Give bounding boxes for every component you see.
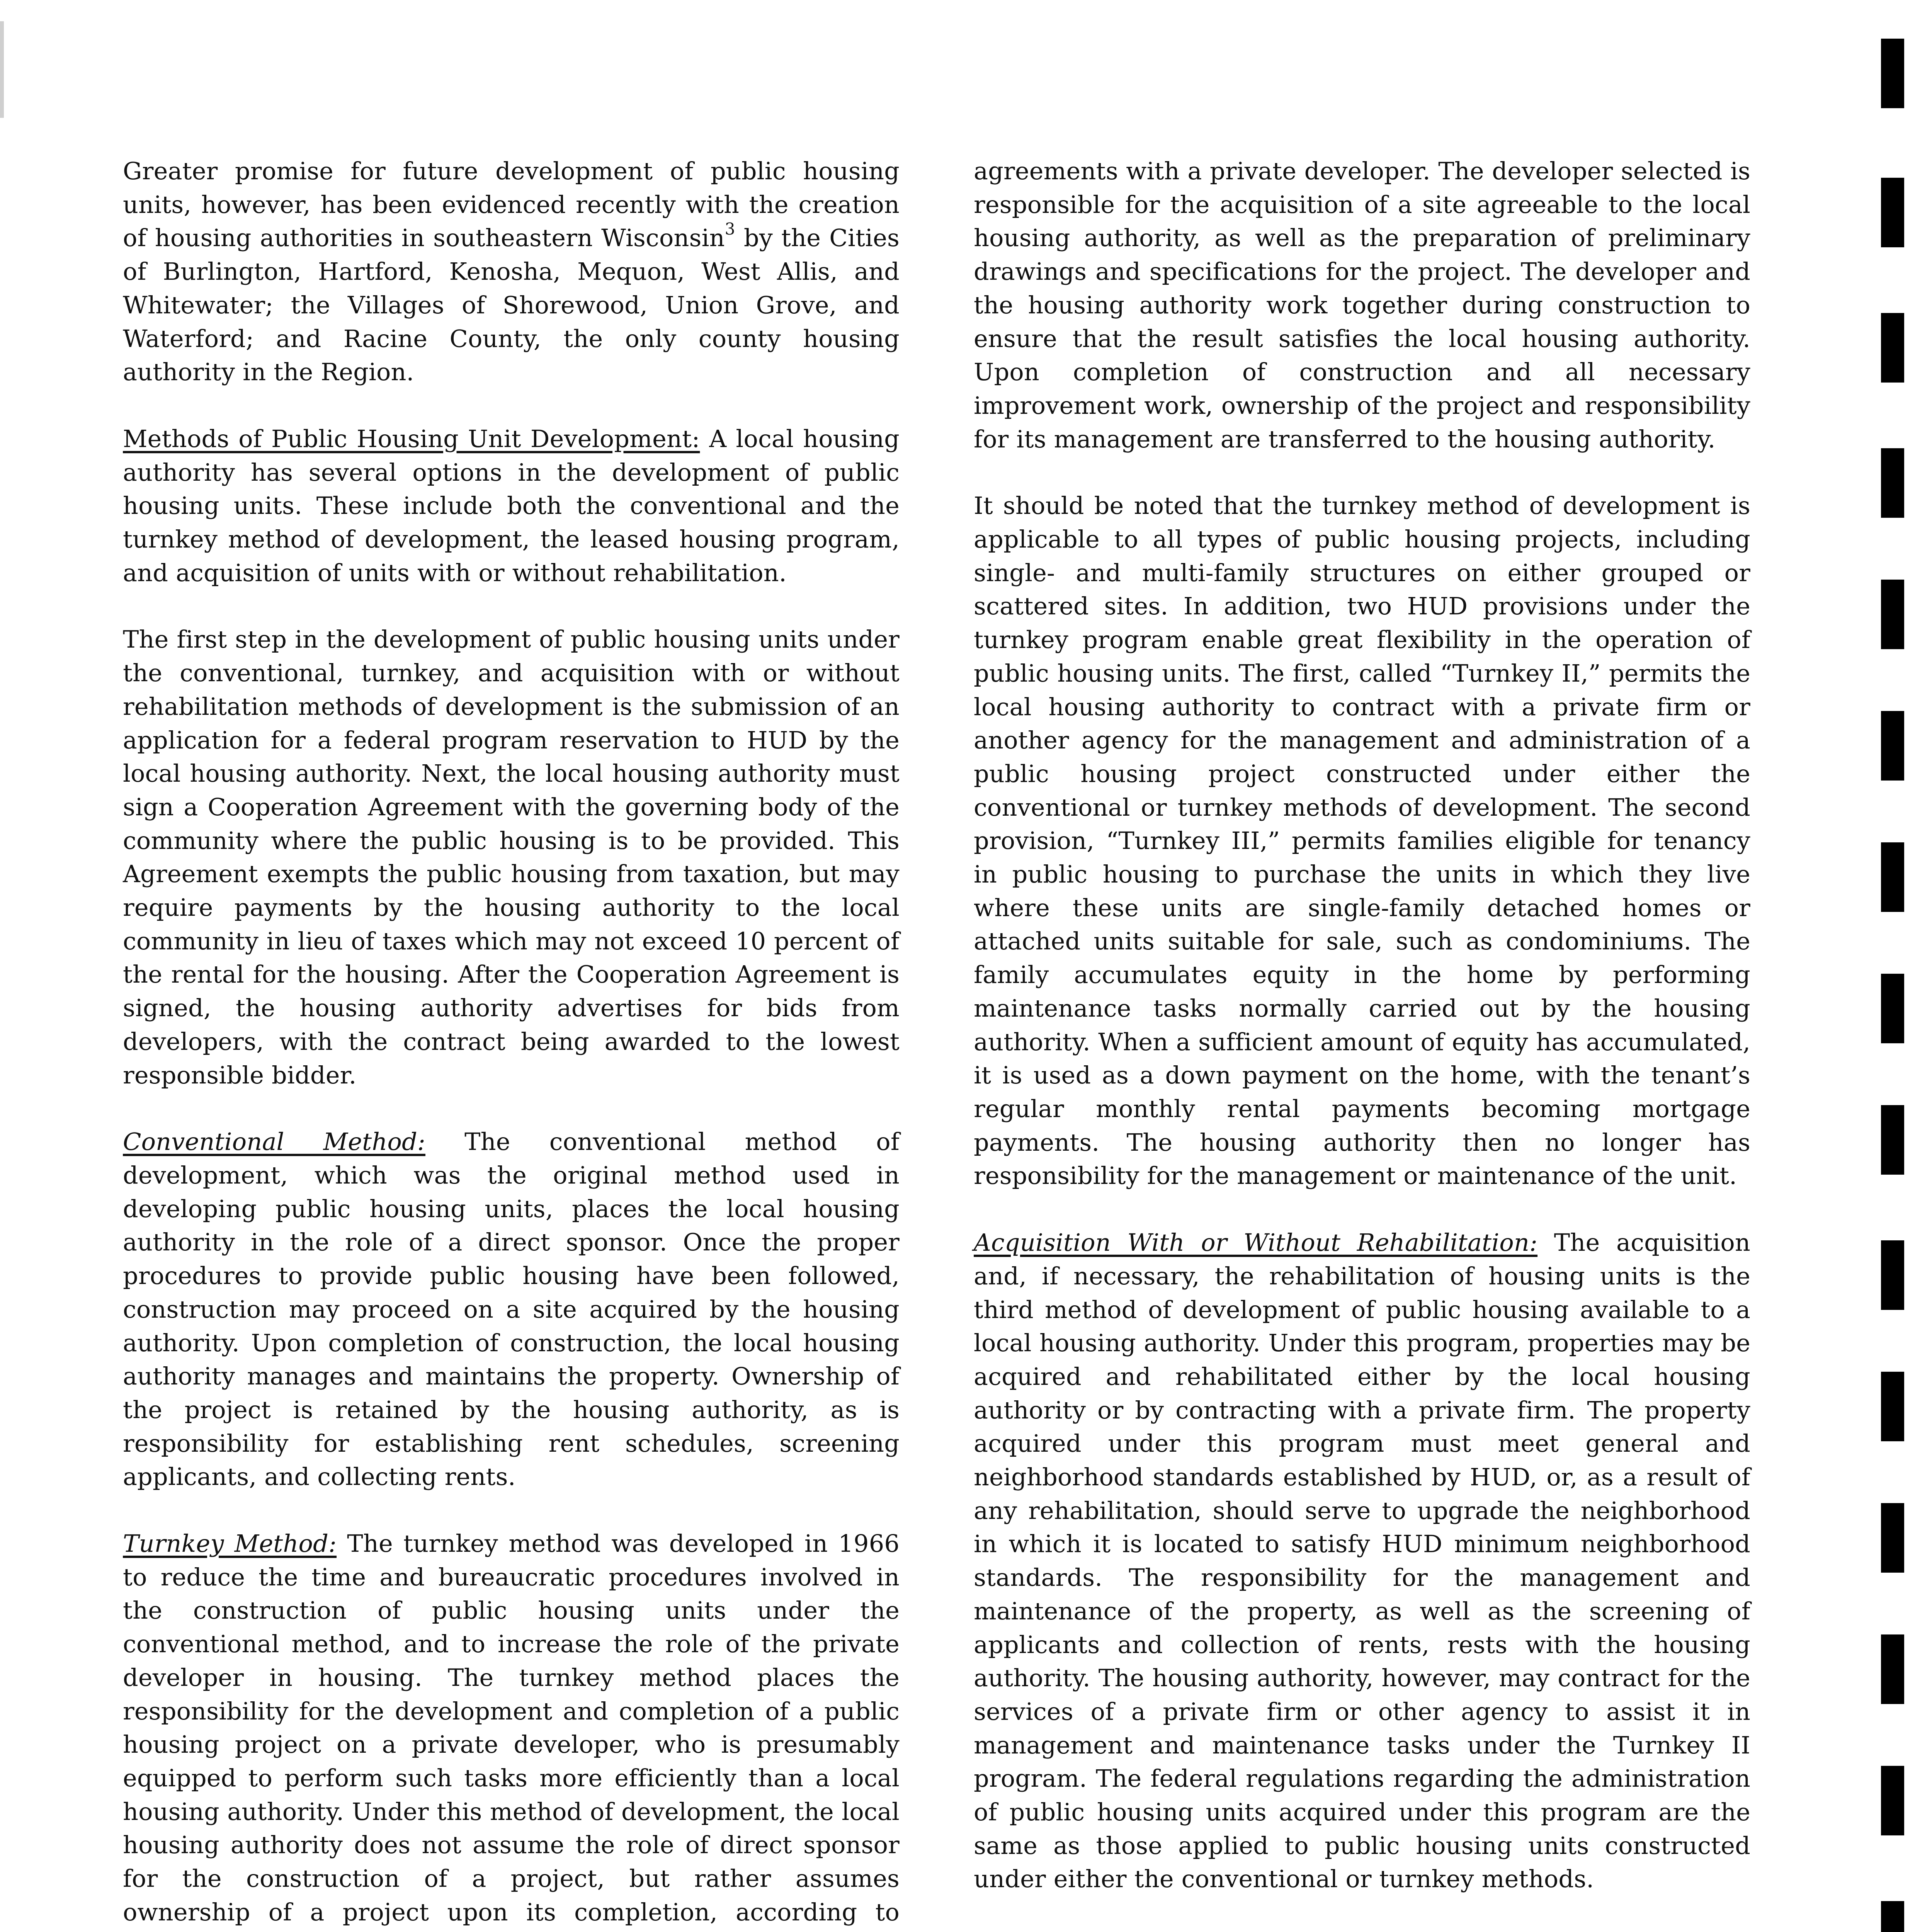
heading-turnkey-method: Turnkey Method: — [123, 1529, 337, 1558]
heading-methods: Methods of Public Housing Unit Development: — [123, 424, 700, 453]
scan-edge-mark — [1881, 974, 1904, 1043]
scan-edge-mark — [1881, 1372, 1904, 1441]
scan-edge-mark — [1881, 711, 1904, 781]
paragraph-leased-housing — [974, 1929, 1750, 1932]
paragraph-housing-authorities: Greater promise for future development of public housing units, however, has been evidenced recently with the creation of housing authorities in southeastern Wisconsin$^3$ by the Cities of Burlington, Hartford, Kenosha, Mequon, West Allis, and Whitewater; the Villages of Shorewood, Union Grove, and Waterford; and Racine County, the only county housing authority in the Region. — [123, 157, 900, 386]
scan-edge-mark — [1881, 1105, 1904, 1175]
scan-edge-mark — [1881, 178, 1904, 247]
scan-edge-mark — [1881, 448, 1904, 518]
paragraph-conventional-method: Conventional Method: The conventional method of development, which was the original method used in developing public housing units, places the local housing authority in the role of a direct sponsor. Once the proper procedures to provide public housing have been followed, construction may proceed on a site acquired by the housing authority. Upon completion of construction, the local housing authority manages and maintains the property. Ownership of the project is retained by the housing authority, as is responsibility for establishing rent schedules, screening applicants, and collecting rents. — [123, 1128, 900, 1491]
footnote-reference: 3 — [724, 219, 735, 239]
scan-edge-mark — [1881, 313, 1904, 383]
paragraph-turnkey-method: Turnkey Method: The turnkey method was developed in 1966 to reduce the time and bureaucratic procedures involved in the construction of public housing units under the conventional method, and to increase the role of the private developer in housing. The turnkey method places the responsibility for the development and completion of a public housing project on a private developer, who is presumably equipped to perform such tasks more efficiently than a local housing authority. Under this method of development, the local housing authority does not assume the role of direct sponsor for the construction of a project, but rather assumes ownership of a project upon its completion, according to — [123, 1529, 900, 1926]
scan-edge-mark — [1881, 1901, 1904, 1932]
left-column — [123, 155, 900, 1932]
paragraph-turnkey-provisions: It should be noted that the turnkey method of development is applicable to all types of public housing projects, including single- and multi-family structures on either grouped or scattered sites. In addition, two HUD provisions under the turnkey program enable great flexibility in the operation of public housing units. The first, called “Turnkey II,” permits the local housing authority to contract with a private firm or another agency for the management and administration of a public housing project constructed under either the conventional or turnkey methods of development. The second provision, “Turnkey III,” permits families eligible for tenancy in public housing to purchase the units in which they live where these units are single-family detached homes or attached units suitable for sale, such as condominiums. The family accumulates equity in the home by performing maintenance tasks normally carried out by the housing authority. When a sufficient amount of equity has accumulated, it is used as a down payment on the home, with the tenant’s regular monthly rental payments becoming mortgage payments. The housing authority then no longer has responsibility for the management or maintenance of the unit. — [974, 492, 1750, 1190]
scan-edge-mark — [1881, 39, 1904, 108]
right-column — [974, 155, 1750, 1932]
heading-acquisition: Acquisition With or Without Rehabilitation: — [974, 1228, 1538, 1257]
paragraph-first-step: The first step in the development of public housing units under the conventional, turnkey, and acquisition with or without rehabilitation methods of development is the submission of an application for a federal program reservation to HUD by the local housing authority. Next, the local housing authority must sign a Cooperation Agreement with the governing body of the community where the public housing is to be provided. This Agreement exempts the public housing from taxation, but may require payments by the housing authority to the local community in lieu of taxes which may not exceed 10 percent of the rental for the housing. After the Cooperation Agreement is signed, the housing authority advertises for bids from developers, with the contract being awarded to the lowest responsible bidder. — [123, 625, 900, 1089]
scan-edge-mark — [1881, 580, 1904, 649]
scan-edge-shadow — [0, 21, 4, 118]
scan-edge-mark — [1881, 842, 1904, 912]
heading-conventional-method: Conventional Method: — [123, 1128, 425, 1156]
scan-edge-mark — [1881, 1503, 1904, 1573]
scan-edge-mark — [1881, 1240, 1904, 1310]
paragraph-turnkey-continued: agreements with a private developer. The developer selected is responsible for the acquisition of a site agreeable to the local housing authority, as well as the preparation of preliminary drawings and specifications for the project. The developer and the housing authority work together during construction to ensure that the result satisfies the local housing authority. Upon completion of construction and all necessary improvement work, ownership of the project and responsibility for its management are transferred to the housing authority. — [974, 157, 1750, 453]
scan-edge-mark — [1881, 1766, 1904, 1835]
paragraph-methods: Methods of Public Housing Unit Development: A local housing authority has several options in the development of public housing units. These include both the conventional and the turnkey method of development, the leased housing program, and acquisition of units with or without rehabilitation. — [123, 424, 900, 587]
scan-edge-mark — [1881, 1634, 1904, 1704]
paragraph-acquisition: Acquisition With or Without Rehabilitation: The acquisition and, if necessary, the rehabilitation of housing units is the third method of development of public housing available to a local housing authority. Under this program, properties may be acquired and rehabilitated either by the local housing authority or by contracting with a private firm. The property acquired under this program must meet general and neighborhood standards established by HUD, or, as a result of any rehabilitation, should serve to upgrade the neighborhood in which it is located to satisfy HUD minimum neighborhood standards. The responsibility for the management and maintenance of the property, as well as the screening of applicants and collection of rents, rests with the housing authority. The housing authority, however, may contract for the services of a private firm or other agency to assist it in management and maintenance tasks under the Turnkey II program. The federal regulations regarding the administration of public housing units acquired under this program are the same as those applied to public housing units constructed under either the conventional or turnkey methods. — [974, 1228, 1750, 1893]
